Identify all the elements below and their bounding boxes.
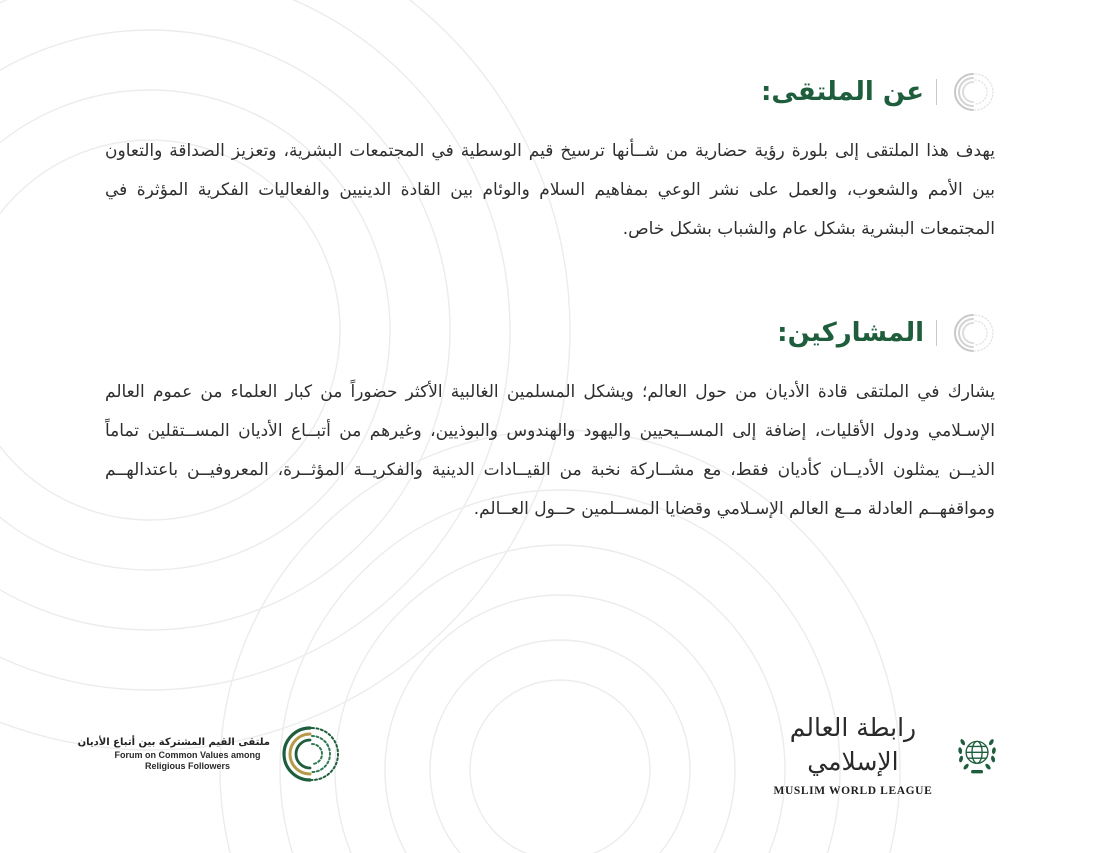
participants-paragraph: يشارك في الملتقى قادة الأديان من حول العالم؛ ويشكل المسلمين الغالبية الأكثر حضوراً من كبار العلماء من عموم العالم الإسـلامي ودول الأقليات، إضافة إلى المســيحيين واليهود والهندوس والبوذيين، وغيرهم من أتبــاع الأديان المســتقلين تماماً الذيــن يمثلون الأديــان كأديان فقط، مع مشــاركة نخبة من القيــادات الدينية والفكريــة المؤثــرة، المعروفيــن باعتدالهــم ومواقفهــم العادلة مــع العالم الإسـلامي وقضايا المســلمين حــول العــالم. xyxy=(105,382,995,519)
participants-section xyxy=(105,311,995,546)
heading-divider xyxy=(936,79,937,105)
mwl-logo xyxy=(758,713,998,797)
forum-logo-mark-icon xyxy=(280,724,340,784)
forum-logo xyxy=(77,718,340,790)
participants-title: المشاركين: xyxy=(777,318,924,348)
forum-logo-icon xyxy=(951,70,995,114)
about-section xyxy=(105,70,995,266)
forum-name-english-line1: Forum on Common Values among xyxy=(114,750,261,760)
about-title: عن الملتقى: xyxy=(761,77,924,107)
mwl-emblem-icon xyxy=(956,726,998,782)
about-heading xyxy=(105,70,995,114)
forum-name-english-line2: Religious Followers xyxy=(144,761,230,771)
mwl-name-english: MUSLIM WORLD LEAGUE xyxy=(773,785,933,797)
heading-divider xyxy=(936,320,937,346)
participants-heading xyxy=(105,311,995,355)
mwl-name-arabic: رابطة العالم الإسلامي xyxy=(789,713,917,776)
about-paragraph: يهدف هذا الملتقى إلى بلورة رؤية حضارية من شــأنها ترسيخ قيم الوسطية في المجتمعات البشرية، وتعزيز الصداقة والتعاون بين الأمم والشعوب، والعمل على نشر الوعي بمفاهيم السلام والوئام بين القادة الدينيين والفعاليات الفكرية المؤثرة في المجتمعات البشرية بشكل عام والشباب بشكل خاص. xyxy=(105,141,995,239)
forum-logo-icon xyxy=(951,311,995,355)
forum-name-arabic: ملتقى القيم المشتركة بين أتباع الأديان xyxy=(77,737,270,748)
